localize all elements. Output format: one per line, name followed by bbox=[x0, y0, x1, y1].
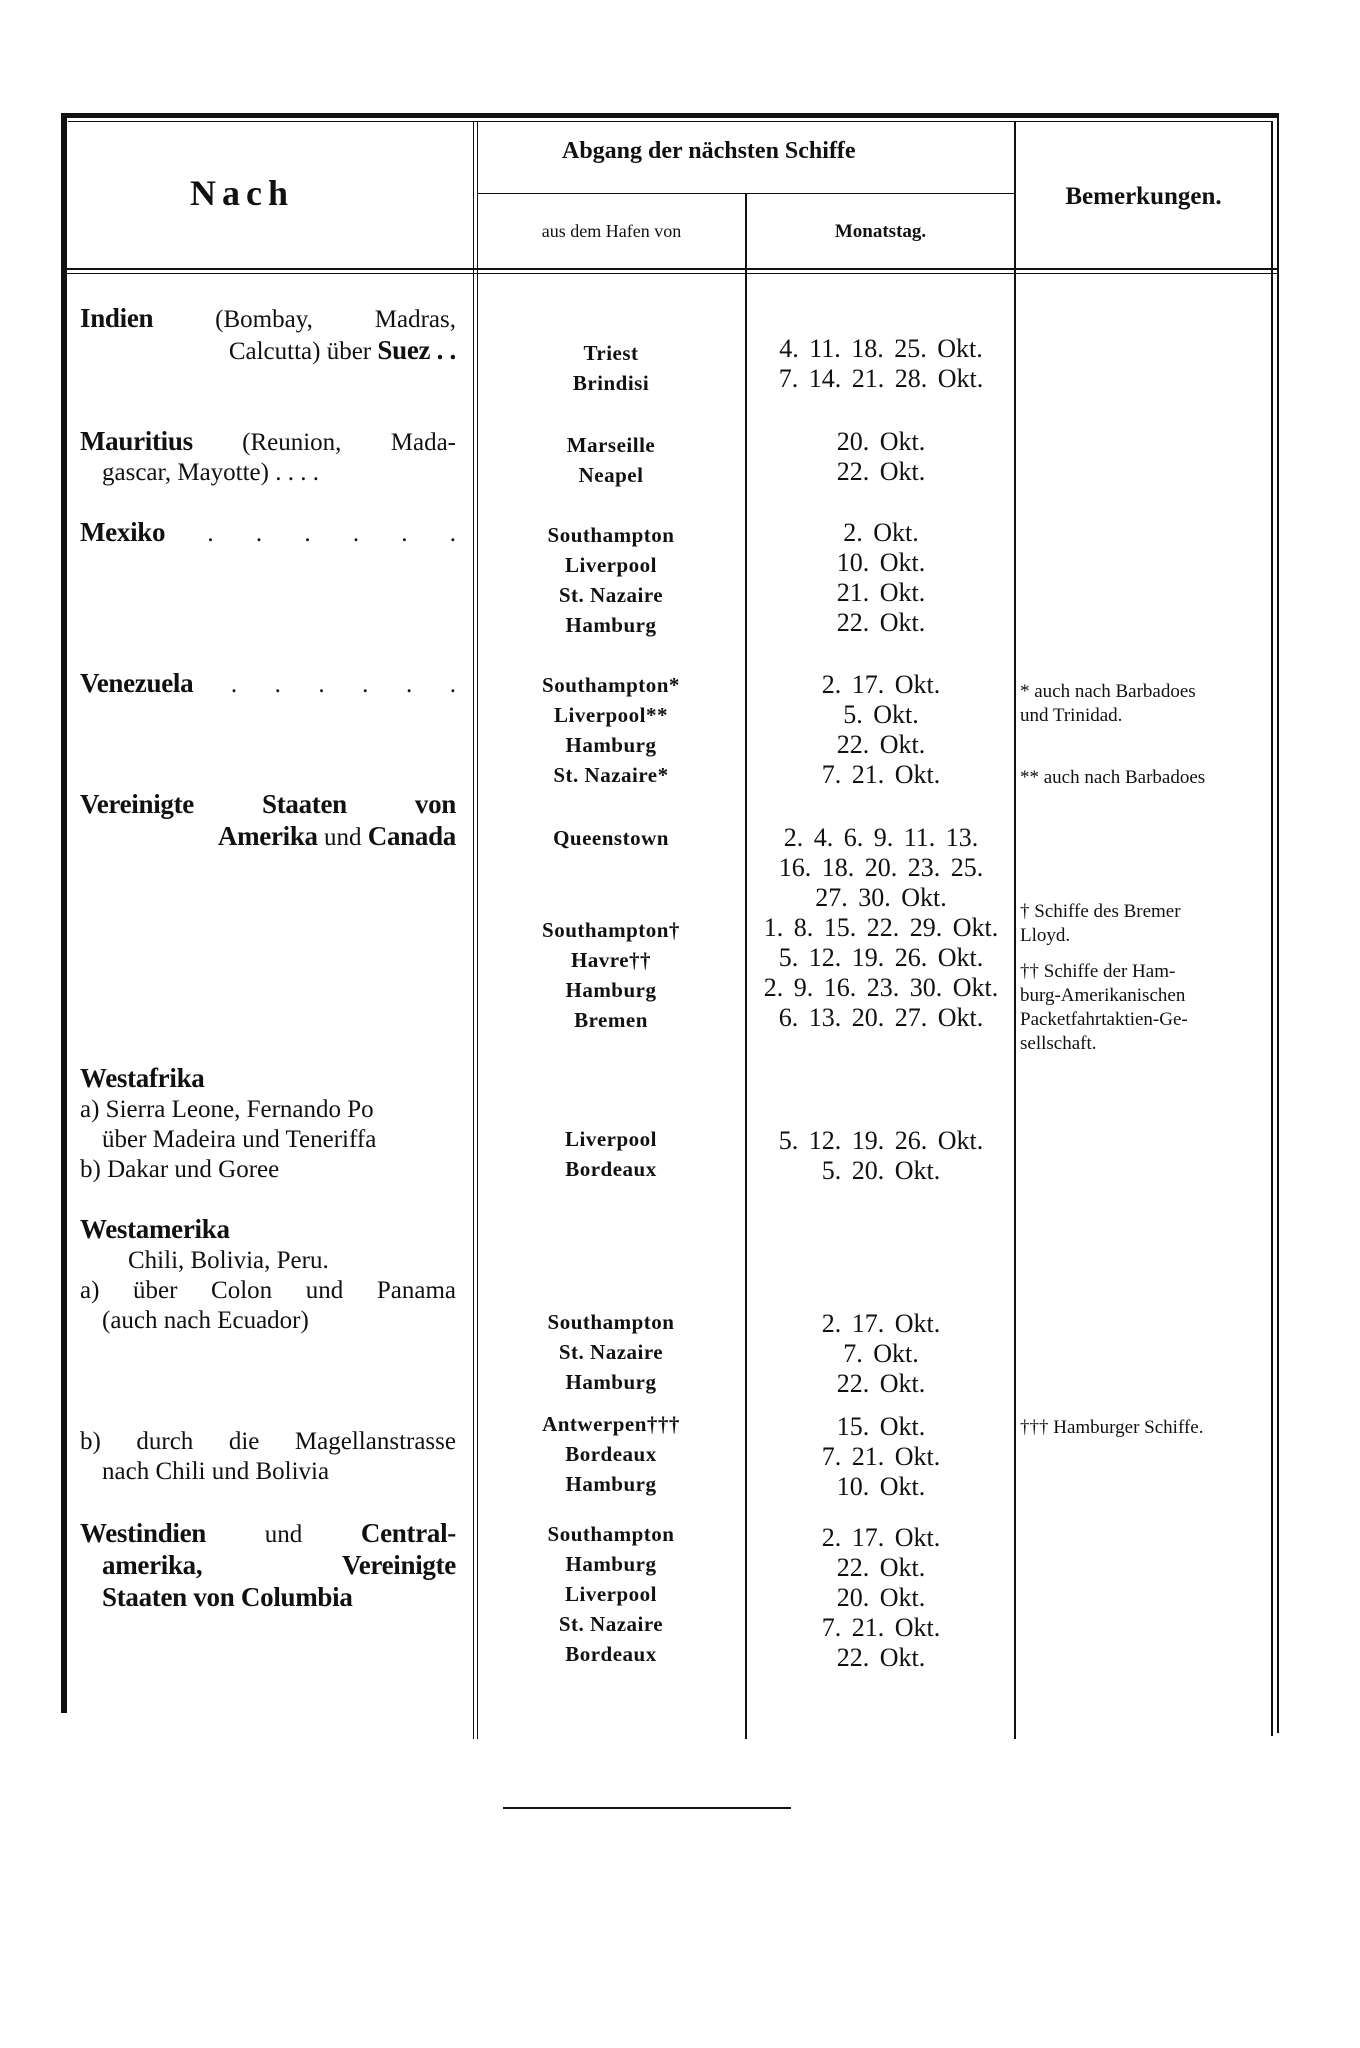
destination-cell bbox=[80, 1214, 456, 1336]
port-name: St. Nazaire bbox=[558, 583, 664, 607]
departure-dates: 5. 12. 19. 26. Okt. bbox=[778, 943, 984, 972]
port-name: Bordeaux bbox=[565, 1642, 657, 1666]
port-name: Southampton† bbox=[542, 918, 680, 942]
departure-dates: 10. Okt. bbox=[836, 1472, 926, 1501]
departure-dates: 2. 17. Okt. bbox=[821, 670, 941, 699]
header-departure: Abgang der nächsten Schiffe bbox=[562, 138, 856, 164]
port-name: Hamburg bbox=[565, 978, 657, 1002]
destination-detail: nach Chili und Bolivia bbox=[102, 1458, 330, 1485]
departure-dates: 22. Okt. bbox=[836, 608, 926, 637]
port-name: Southampton bbox=[547, 1522, 675, 1546]
table-top-rule-inner bbox=[68, 121, 1271, 122]
destination-detail: b) Dakar und Goree bbox=[80, 1156, 280, 1183]
departure-dates: 7. 21. Okt. bbox=[821, 760, 941, 789]
ports-cell bbox=[478, 1519, 744, 1669]
remark-line: Packetfahrtaktien-Ge- bbox=[1020, 1009, 1188, 1030]
destination-cell bbox=[80, 789, 456, 853]
port-name: Triest bbox=[583, 341, 639, 365]
dates-cell bbox=[748, 1309, 1014, 1399]
destination-detail: und bbox=[206, 1521, 361, 1548]
destination-line bbox=[80, 1095, 456, 1125]
end-rule bbox=[503, 1807, 791, 1809]
port-name: Southampton* bbox=[542, 673, 680, 697]
departure-dates: 1. 8. 15. 22. 29. Okt. bbox=[763, 913, 999, 942]
col-divider-3 bbox=[1014, 121, 1016, 1739]
dates-cell bbox=[748, 518, 1014, 638]
port-name: Brindisi bbox=[572, 371, 650, 395]
departure-dates: 2. Okt. bbox=[843, 518, 919, 547]
remark-line: * auch nach Barbadoes bbox=[1020, 681, 1196, 702]
destination-name: Vereinigte Staaten von bbox=[80, 789, 456, 819]
destination-name: Suez . . bbox=[377, 335, 456, 365]
destination-cell bbox=[80, 517, 456, 549]
destination-line bbox=[80, 1276, 456, 1306]
table-left-rule bbox=[61, 113, 67, 1713]
destination-name: Venezuela bbox=[80, 668, 194, 698]
departure-dates: 10. Okt. bbox=[836, 548, 926, 577]
destination-name: Westafrika bbox=[80, 1063, 205, 1093]
port-name: Hamburg bbox=[565, 733, 657, 757]
destination-detail: und bbox=[317, 824, 368, 851]
departure-dates: 2. 9. 16. 23. 30. Okt. bbox=[763, 973, 999, 1002]
destination-line bbox=[80, 1582, 456, 1614]
port-name: Neapel bbox=[578, 463, 644, 487]
port-name: Bremen bbox=[574, 1008, 648, 1032]
departure-dates: 22. Okt. bbox=[836, 1369, 926, 1398]
destination-line bbox=[80, 1125, 456, 1155]
header-day: Monatstag. bbox=[834, 221, 927, 242]
destination-name: Mauritius bbox=[80, 426, 193, 456]
port-name: Bordeaux bbox=[565, 1157, 657, 1181]
destination-name: Westamerika bbox=[80, 1214, 230, 1244]
departure-dates: 5. 12. 19. 26. Okt. bbox=[778, 1126, 984, 1155]
ports-cell bbox=[478, 430, 744, 490]
destination-line bbox=[80, 517, 456, 549]
table-right-rule-outer bbox=[1277, 113, 1279, 1733]
header-remarks: Bemerkungen. bbox=[1065, 183, 1222, 210]
departure-dates: 4. 11. 18. 25. Okt. bbox=[779, 334, 983, 363]
destination-detail: Chili, Bolivia, Peru. bbox=[128, 1247, 329, 1274]
departure-dates: 22. Okt. bbox=[836, 457, 926, 486]
remark-line: und Trinidad. bbox=[1020, 705, 1123, 726]
port-name: St. Nazaire bbox=[558, 1340, 664, 1364]
remark-note bbox=[1020, 766, 1276, 790]
remark-note bbox=[1020, 680, 1276, 728]
remark-line: ** auch nach Barbadoes bbox=[1020, 767, 1206, 788]
destination-detail: a) über Colon und Panama bbox=[80, 1277, 456, 1304]
ports-cell bbox=[478, 823, 744, 1035]
port-name: Queenstown bbox=[553, 826, 669, 850]
port-name: Southampton bbox=[547, 1310, 675, 1334]
dates-cell bbox=[748, 823, 1014, 1033]
port-name: Hamburg bbox=[565, 613, 657, 637]
destination-line bbox=[80, 1214, 456, 1246]
ports-cell bbox=[478, 670, 744, 790]
destination-name: Westindien bbox=[80, 1518, 207, 1548]
destination-detail: Calcutta) über bbox=[228, 338, 378, 365]
port-name: Bordeaux bbox=[565, 1442, 657, 1466]
destination-detail: über Madeira und Teneriffa bbox=[102, 1126, 377, 1153]
destination-line bbox=[80, 1550, 456, 1582]
departure-dates: 22. Okt. bbox=[836, 1643, 926, 1672]
port-name: Liverpool bbox=[565, 1582, 657, 1606]
col-divider-2 bbox=[745, 194, 747, 1739]
destination-name: Mexiko bbox=[80, 517, 166, 547]
departure-dates: 22. Okt. bbox=[836, 730, 926, 759]
destination-line bbox=[80, 1427, 456, 1457]
dates-cell bbox=[748, 1126, 1014, 1186]
departure-dates: 5. 20. Okt. bbox=[821, 1156, 941, 1185]
departure-dates: 5. Okt. bbox=[843, 700, 919, 729]
destination-detail: a) Sierra Leone, Fernando Po bbox=[80, 1096, 374, 1123]
destination-line bbox=[80, 458, 456, 488]
departure-dates: 7. 21. Okt. bbox=[821, 1442, 941, 1471]
destination-line bbox=[80, 821, 456, 853]
destination-name: Staaten von Columbia bbox=[102, 1582, 353, 1612]
remark-line: sellschaft. bbox=[1020, 1033, 1097, 1054]
dates-cell bbox=[748, 334, 1014, 394]
col-divider-1 bbox=[473, 121, 474, 1739]
destination-line bbox=[80, 1457, 456, 1487]
destination-detail: (auch nach Ecuador) bbox=[102, 1307, 309, 1334]
port-name: Hamburg bbox=[565, 1472, 657, 1496]
ports-cell bbox=[478, 1307, 744, 1397]
dates-cell bbox=[748, 427, 1014, 487]
port-name: Marseille bbox=[566, 433, 656, 457]
destination-line bbox=[80, 1063, 456, 1095]
port-name: Havre†† bbox=[570, 948, 652, 972]
destination-line bbox=[80, 303, 456, 335]
destination-line bbox=[80, 1155, 456, 1185]
ports-cell bbox=[478, 1124, 744, 1184]
departure-dates: 6. 13. 20. 27. Okt. bbox=[778, 1003, 984, 1032]
destination-name: Central- bbox=[360, 1518, 456, 1548]
dates-cell bbox=[748, 1523, 1014, 1673]
destination-detail: . . . . . . bbox=[165, 520, 456, 547]
destination-cell bbox=[80, 426, 456, 488]
ports-cell bbox=[478, 1409, 744, 1499]
port-name: Antwerpen††† bbox=[542, 1412, 680, 1436]
remark-line: † Schiffe des Bremer bbox=[1020, 901, 1181, 922]
departure-dates: 7. 21. Okt. bbox=[821, 1613, 941, 1642]
ports-cell bbox=[478, 520, 744, 640]
destination-cell bbox=[80, 1063, 456, 1185]
destination-line bbox=[80, 335, 456, 367]
departure-dates: 2. 4. 6. 9. 11. 13. bbox=[783, 823, 979, 852]
destination-cell bbox=[80, 668, 456, 700]
destination-cell bbox=[80, 1518, 456, 1614]
table-top-rule bbox=[61, 113, 1279, 118]
departure-dates: 15. Okt. bbox=[836, 1412, 926, 1441]
dates-cell bbox=[748, 670, 1014, 790]
remark-line: Lloyd. bbox=[1020, 925, 1071, 946]
destination-name: amerika, Vereinigte bbox=[102, 1550, 456, 1580]
port-name: Hamburg bbox=[565, 1552, 657, 1576]
header-port: aus dem Hafen von bbox=[541, 221, 682, 241]
port-name: Liverpool bbox=[565, 553, 657, 577]
remark-note bbox=[1020, 1416, 1276, 1440]
departure-dates: 22. Okt. bbox=[836, 1553, 926, 1582]
destination-line bbox=[80, 1246, 456, 1276]
destination-detail: gascar, Mayotte) . . . . bbox=[102, 459, 319, 486]
destination-line bbox=[80, 426, 456, 458]
port-name: Liverpool bbox=[565, 1127, 657, 1151]
destination-name: Canada bbox=[367, 821, 456, 851]
destination-detail: b) durch die Magellanstrasse bbox=[80, 1428, 456, 1455]
dates-cell bbox=[748, 1412, 1014, 1502]
header-bottom-rule bbox=[61, 268, 1277, 270]
destination-detail: (Reunion, Mada- bbox=[192, 429, 456, 456]
departure-dates: 20. Okt. bbox=[836, 1583, 926, 1612]
destination-detail: (Bombay, Madras, bbox=[153, 306, 456, 333]
remark-line: †† Schiffe der Ham- bbox=[1020, 961, 1176, 982]
header-bottom-rule-2 bbox=[61, 273, 1277, 274]
remark-line: ††† Hamburger Schiffe. bbox=[1020, 1417, 1204, 1438]
port-name: Hamburg bbox=[565, 1370, 657, 1394]
port-name: Southampton bbox=[547, 523, 675, 547]
destination-line bbox=[80, 668, 456, 700]
header-destination: Nach bbox=[190, 173, 294, 213]
departure-dates: 7. 14. 21. 28. Okt. bbox=[778, 364, 984, 393]
destination-name: Amerika bbox=[217, 821, 318, 851]
departure-dates: 16. 18. 20. 23. 25. bbox=[778, 853, 984, 882]
departure-dates: 7. Okt. bbox=[843, 1339, 919, 1368]
destination-line bbox=[80, 1306, 456, 1336]
port-name: St. Nazaire bbox=[558, 1612, 664, 1636]
departure-dates: 20. Okt. bbox=[836, 427, 926, 456]
remark-note bbox=[1020, 900, 1276, 948]
port-name: St. Nazaire* bbox=[553, 763, 669, 787]
departure-dates: 2. 17. Okt. bbox=[821, 1523, 941, 1552]
remark-line: burg-Amerikanischen bbox=[1020, 985, 1186, 1006]
destination-cell bbox=[80, 1427, 456, 1487]
departure-dates: 21. Okt. bbox=[836, 578, 926, 607]
ports-cell bbox=[478, 338, 744, 398]
port-name: Liverpool** bbox=[554, 703, 668, 727]
destination-line bbox=[80, 789, 456, 821]
destination-cell bbox=[80, 303, 456, 367]
remark-note bbox=[1020, 960, 1276, 1056]
destination-name: Indien bbox=[80, 303, 154, 333]
departure-dates: 2. 17. Okt. bbox=[821, 1309, 941, 1338]
destination-detail: . . . . . . bbox=[193, 671, 456, 698]
departure-dates: 27. 30. Okt. bbox=[815, 883, 947, 912]
destination-line bbox=[80, 1518, 456, 1550]
